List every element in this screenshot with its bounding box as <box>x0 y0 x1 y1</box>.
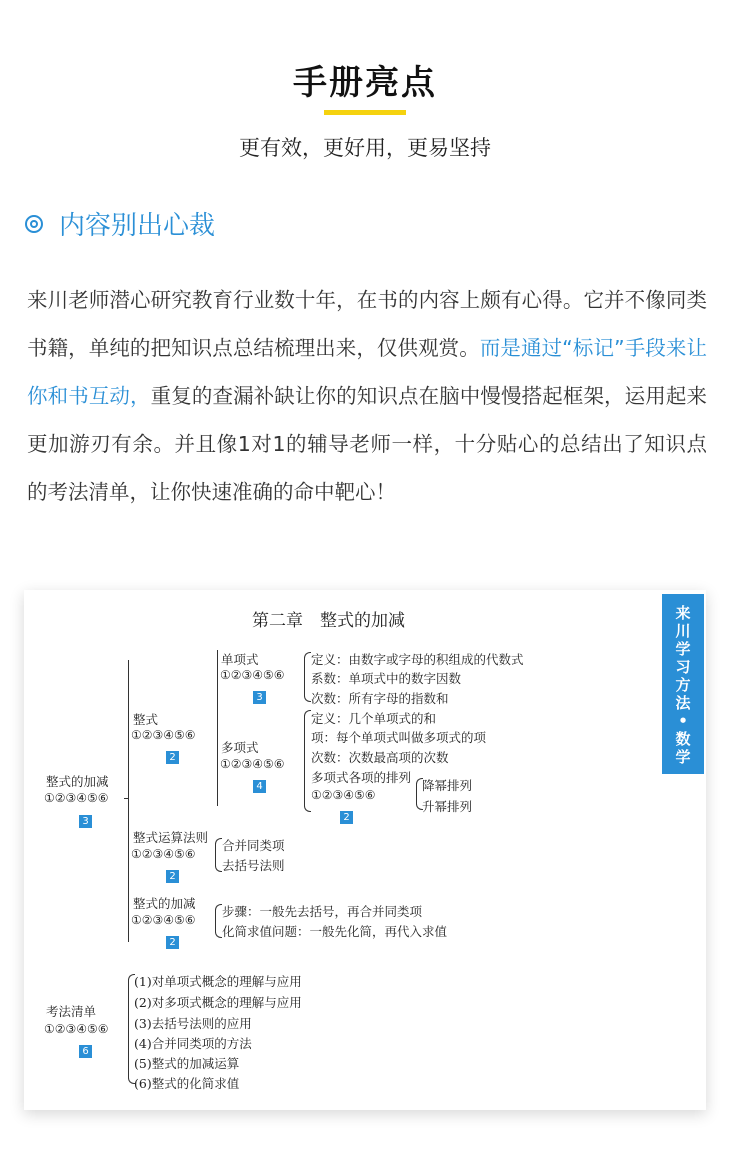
duoxiangshi-circles: ①②③④⑤⑥ <box>220 757 285 771</box>
root-branch-line <box>128 660 129 942</box>
side-tab-char: 法 <box>675 694 691 712</box>
yunsuan-num: 2 <box>166 870 179 883</box>
yunsuan-item: 合并同类项 <box>222 838 285 853</box>
side-tab-char: 学 <box>675 640 691 658</box>
side-tab-char: 方 <box>675 676 691 694</box>
zhengshi-num: 2 <box>166 751 179 764</box>
side-tab-char: 川 <box>675 622 691 640</box>
root-label: 整式的加减 <box>46 774 109 789</box>
para-part-1: 来川老师潜心研究教育行业数十年，在书的内容上颇有心得。它并不像同类书籍，单纯的把知识点总结梳理出来，仅供观赏。 <box>27 288 707 360</box>
kaofa-circles: ①②③④⑤⑥ <box>44 1022 109 1036</box>
danxiangshi-brace <box>304 652 311 702</box>
yunsuan-brace <box>215 838 222 872</box>
section-heading-text: 内容别出心裁 <box>59 211 216 241</box>
arrange-item: 升幂排列 <box>422 799 473 814</box>
side-tab-char: 数 <box>675 730 691 748</box>
bullseye-icon <box>25 215 43 233</box>
duoxiangshi-num: 4 <box>253 780 266 793</box>
kaofa-item: (1)对单项式概念的理解与应用 <box>134 974 302 989</box>
duoxiangshi-brace <box>304 710 311 812</box>
side-tab <box>662 594 704 774</box>
danxiangshi-item: 次数：所有字母的指数和 <box>311 691 449 706</box>
root-connector <box>124 798 129 799</box>
danxiangshi-item: 定义：由数字或字母的积组成的代数式 <box>311 652 524 667</box>
kaofa-item: (2)对多项式概念的理解与应用 <box>134 995 302 1010</box>
root-num: 3 <box>79 815 92 828</box>
kaofa-item: (3)去括号法则的应用 <box>134 1016 252 1031</box>
side-tab-char: 习 <box>675 658 691 676</box>
side-tab-char: 来 <box>675 604 691 622</box>
kaofa-item: (5)整式的加减运算 <box>134 1056 240 1071</box>
kaofa-num: 6 <box>79 1045 92 1058</box>
page-subtitle: 更有效，更好用，更易坚持 <box>239 136 491 160</box>
zhengshi-branch-line <box>217 650 218 806</box>
chapter-title: 第二章 整式的加减 <box>252 611 405 631</box>
jiajian-brace <box>215 904 222 938</box>
jiajian-item: 化简求值问题：一般先化简，再代入求值 <box>222 924 448 939</box>
duoxiangshi-item: 定义：几个单项式的和 <box>311 711 437 726</box>
yunsuan-circles: ①②③④⑤⑥ <box>131 847 196 861</box>
root-circles: ①②③④⑤⑥ <box>44 791 109 805</box>
page-title: 手册亮点 <box>293 63 437 103</box>
kaofa-item: (6)整式的化简求值 <box>134 1076 240 1091</box>
jiajian-item: 步骤：一般先去括号，再合并同类项 <box>222 904 423 919</box>
jiajian-label: 整式的加减 <box>133 896 196 911</box>
side-tab-char: • <box>678 712 688 730</box>
section-heading <box>25 205 215 242</box>
danxiangshi-circles: ①②③④⑤⑥ <box>220 668 285 682</box>
mindmap-card <box>24 590 706 1110</box>
intro-paragraph <box>27 276 707 516</box>
arrange-label: 多项式各项的排列 <box>311 770 412 785</box>
para-highlight: 而是通过“标记”手段来让你和书互动， <box>27 336 708 408</box>
side-tab-char: 学 <box>675 748 691 766</box>
duoxiangshi-item: 项：每个单项式叫做多项式的项 <box>311 730 487 745</box>
danxiangshi-item: 系数：单项式中的数字因数 <box>311 671 462 686</box>
kaofa-label: 考法清单 <box>46 1004 97 1019</box>
jiajian-circles: ①②③④⑤⑥ <box>131 913 196 927</box>
danxiangshi-num: 3 <box>253 691 266 704</box>
danxiangshi-label: 单项式 <box>221 652 259 667</box>
yunsuan-label: 整式运算法则 <box>133 830 209 845</box>
duoxiangshi-label: 多项式 <box>221 740 259 755</box>
title-underline <box>324 110 406 115</box>
arrange-circles: ①②③④⑤⑥ <box>311 788 376 802</box>
jiajian-num: 2 <box>166 936 179 949</box>
zhengshi-label: 整式 <box>133 712 159 727</box>
arrange-num: 2 <box>340 811 353 824</box>
duoxiangshi-item: 次数：次数最高项的次数 <box>311 750 449 765</box>
zhengshi-circles: ①②③④⑤⑥ <box>131 728 196 742</box>
kaofa-item: (4)合并同类项的方法 <box>134 1036 252 1051</box>
arrange-item: 降幂排列 <box>422 778 473 793</box>
para-part-2: 重复的查漏补缺让你的知识点在脑中慢慢搭起框架，运用起来更加游刃有余。并且像1对1的辅导老师一样，十分贴心的总结出了知识点的考法清单，让你快速准确的命中靶心！ <box>27 384 707 504</box>
yunsuan-item: 去括号法则 <box>222 858 285 873</box>
